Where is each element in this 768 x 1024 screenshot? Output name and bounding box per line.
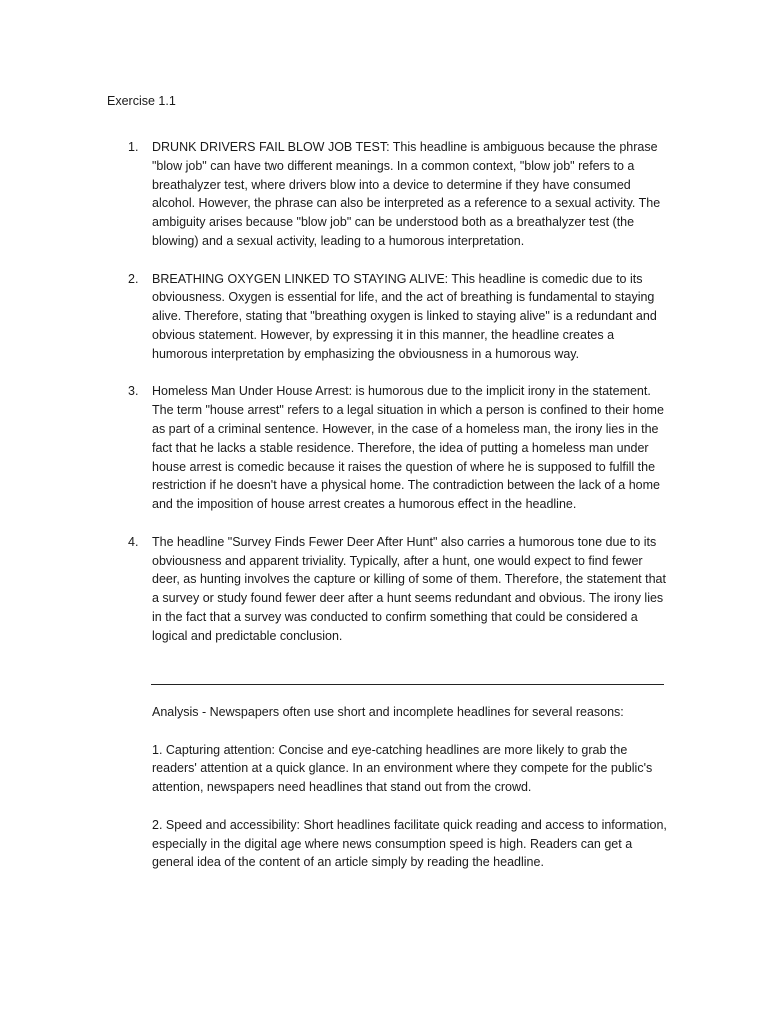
analysis-point: 1. Capturing attention: Concise and eye-catching headlines are more likely to grab the readers' attention at a quick glance. In an environment where they compete for the public's attention, newspapers need headlines that stand out from the crowd. <box>152 742 653 795</box>
headline-list <box>128 138 672 664</box>
list-item <box>128 382 672 514</box>
list-item-number: 4. <box>128 534 139 549</box>
list-item-number: 2. <box>128 271 139 286</box>
list-item <box>128 138 672 251</box>
list-item-number: 3. <box>128 384 139 399</box>
list-item-text: BREATHING OXYGEN LINKED TO STAYING ALIVE: This headline is comedic due to its obviousness. Oxygen is essential for life, and the act of breathing is fundamental to staying alive. Therefore, stating that "breathing oxygen is linked to staying alive" is a redundant and obvious statement. However, by expressing it in this manner, the headline creates a humorous interpretation by emphasizing the obviousness in a humorous way. <box>152 271 657 361</box>
analysis-point: 2. Speed and accessibility: Short headlines facilitate quick reading and access to information, especially in the digital age where news consumption speed is high. Readers can get a general idea of the content of an article simply by reading the headline. <box>152 817 667 870</box>
list-item-number: 1. <box>128 140 139 154</box>
list-item-text: Homeless Man Under House Arrest: is humorous due to the implicit irony in the statement. The term "house arrest" refers to a legal situation in which a person is confined to their home as part of a criminal sentence. However, in the case of a homeless man, the irony lies in the fact that he lacks a stable residence. Therefore, the idea of putting a homeless man under house arrest is comedic because it raises the question of where he is supposed to fulfill the restriction if he doesn't have a physical home. The contradiction between the lack of a home and the imposition of house arrest creates a humorous effect in the headline. <box>152 384 664 512</box>
analysis-intro: Analysis - Newspapers often use short and incomplete headlines for several reasons: <box>152 705 624 719</box>
list-item <box>128 533 672 646</box>
list-item-text: DRUNK DRIVERS FAIL BLOW JOB TEST: This headline is ambiguous because the phrase "blow job" can have two different meanings. In a common context, "blow job" refers to a breathalyzer test, where drivers blow into a device to determine if they have consumed alcohol. However, the phrase can also be interpreted as a reference to a sexual activity. The ambiguity arises because "blow job" can be understood both as a breathalyzer test (the blowing) and a sexual activity, leading to a humorous interpretation. <box>152 140 661 248</box>
page-title: Exercise 1.1 <box>107 94 176 108</box>
section-divider <box>151 684 664 685</box>
list-item-text: The headline "Survey Finds Fewer Deer After Hunt" also carries a humorous tone due to its obviousness and apparent triviality. Typically, after a hunt, one would expect to find fewer deer, as hunting involves the capture or killing of some of them. Therefore, the statement that a survey or study found fewer deer after a hunt seems redundant and obvious. The irony lies in the fact that a survey was conducted to confirm something that could be considered a logical and predictable conclusion. <box>152 534 666 643</box>
list-item <box>128 270 672 364</box>
analysis-section <box>152 703 672 891</box>
